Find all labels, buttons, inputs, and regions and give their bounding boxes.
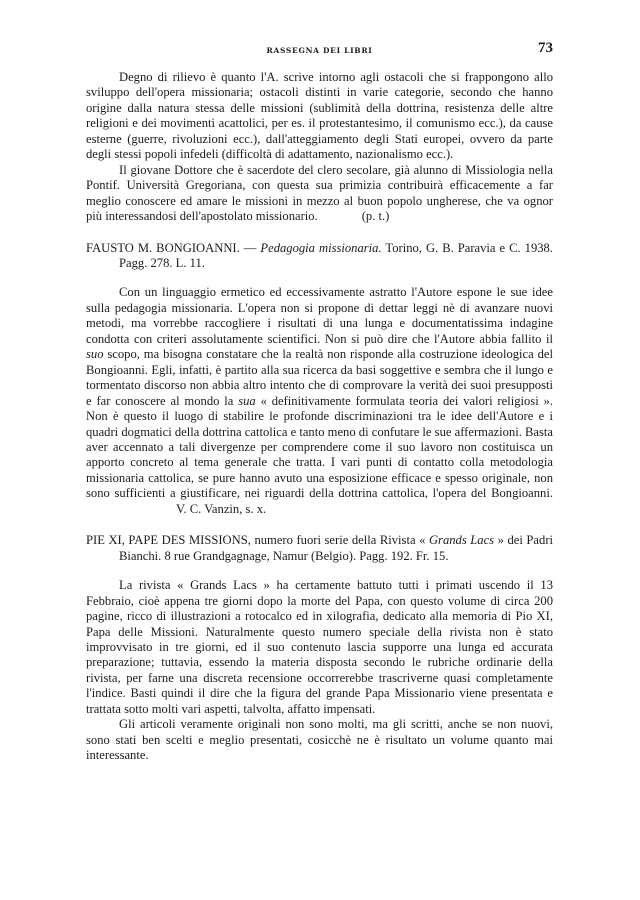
review-2-text-sua: sua	[238, 393, 256, 408]
review-3-paragraph-2: Gli articoli veramente originali non sono molti, ma gli scritti, anche se non nuovi, sono stati ben scelti e meglio presentati, cosicchè ne è risultato un volume quanto mai interessante.	[86, 717, 553, 763]
review-1-paragraph-2	[86, 163, 553, 225]
review-2-heading	[86, 241, 553, 272]
review-2-title: Pedagogia missionaria.	[260, 240, 382, 255]
review-2-signature: V. C. Vanzin, s. x.	[176, 501, 267, 516]
review-1-paragraph-2-text: Il giovane Dottore che è sacerdote del clero secolare, già alunno di Missiologia nella Pontif. Università Gregoriana, con questa sua primizia contribuirà efficacemente a far meglio conoscere ed amare le missioni in mezzo al buon popolo ungherese, che va ognor più interessandosi dell'apostolato missionario.	[86, 162, 553, 224]
review-3-title: PIE XI, PAPE DES MISSIONS,	[86, 533, 251, 548]
running-header	[86, 40, 553, 60]
review-1-initials: (p. t.)	[361, 209, 390, 224]
review-3-heading	[86, 533, 553, 564]
book-page	[86, 0, 553, 900]
review-2-author: FAUSTO M. BONGIOANNI.	[86, 240, 240, 255]
review-3-journal: Grands Lacs	[428, 533, 495, 548]
review-3-paragraph-1: La rivista « Grands Lacs » ha certamente battuto tutti i primati uscendo il 13 Febbraio, cioè appena tre giorni dopo la morte del Papa, con questo volume di circa 200 pagine, ricco di illustrazioni a rotocalco ed in xilografia, dedicato alla memoria di Pio XI, Papa delle Missioni. Naturalmente questo numero speciale della rivista non è stato improvvisato in tre giorni, ed il suo contenuto lascia supporre una lunga ed accurata preparazione; tuttavia, essendo la materia disposta secondo le rubriche ordinarie della rivista, per farne una discreta recensione occorrerebbe trascriverne quasi completamente l'indice. Basti quindi il dire che la figura del grande Papa Missionario viene presentata e trattata sotto molti vari aspetti, talvolta, affatto impensati.	[86, 578, 553, 716]
running-title: RASSEGNA DEI LIBRI	[266, 46, 373, 55]
review-2-text-b: scopo, ma bisogna constatare che la realtà non risponde alla costruzione ideologica del Bongioanni. Egli, infatti, è partito alla sua ricerca da basi soggettive e sembra che il lungo e tormentato discorso non abbia altro intento che di comprovare la verità dei suoi presupposti e far conoscere al mondo la	[86, 347, 553, 408]
review-2-publication: Torino, G. B. Paravia e C. 1938. Pagg. 278. L. 11.	[119, 240, 553, 270]
review-2-text-c: « definitivamente formulata teoria dei valori religiosi ». Non è questo il luogo di stabilire le profonde discriminazioni tra le idee dell'Autore e i quadri dogmatici della dottrina cattolica e tanto meno di confutare le sue affermazioni. Basta aver accennato a tali divergenze per comprendere come il suo lavoro non costituisca un apporto concreto al tema generale che tratta. I vari punti di contatto colla metodologia missionaria cattolica, se pure hanno avuto una esposizione efficace e spesso originale, non sono sufficienti a giustificare, nei riguardi della dottrina cattolica, l'opera del Bongioanni.	[86, 393, 553, 501]
review-3-desc-b: » dei Padri Bianchi. 8 rue Grandgagnage, Namur (Belgio). Pagg. 192. Fr. 15.	[119, 533, 554, 563]
review-2-dash: —	[243, 240, 257, 255]
review-2-text-suo: suo	[86, 347, 104, 362]
review-3-desc-a: numero fuori serie della Rivista «	[250, 533, 429, 548]
review-2-text-a: Con un linguaggio ermetico ed eccessivamente astratto l'Autore espone le sue idee sulla pedagogia missionaria. L'opera non si propone di dettar leggi nè di avanzare nuovi metodi, ma vorrebbe raccogliere i risultati di una lunga e documentatissima indagine condotta con criteri assolutamente scientifici. Non si può dire che l'Autore abbia fallito il	[86, 285, 553, 346]
review-1-paragraph-1: Degno di rilievo è quanto l'A. scrive intorno agli ostacoli che si frappongono allo sviluppo dell'opera missionaria; ostacoli distinti in varie categorie, secondo che hanno origine dalla natura stessa delle missioni (sublimità della dottrina, resistenza delle altre religioni e dei movimenti acattolici, per es. il protestantesimo, il comunismo ecc.), da cause esterne (guerre, rivoluzioni ecc.), dall'atteggiamento degli Stati europei, ovvero da parte degli stessi popoli infedeli (difficoltà di adattamento, nazionalismo ecc.).	[86, 70, 553, 162]
page-body	[86, 70, 553, 764]
review-2-paragraph-1	[86, 285, 553, 517]
page-number: 73	[538, 40, 553, 56]
